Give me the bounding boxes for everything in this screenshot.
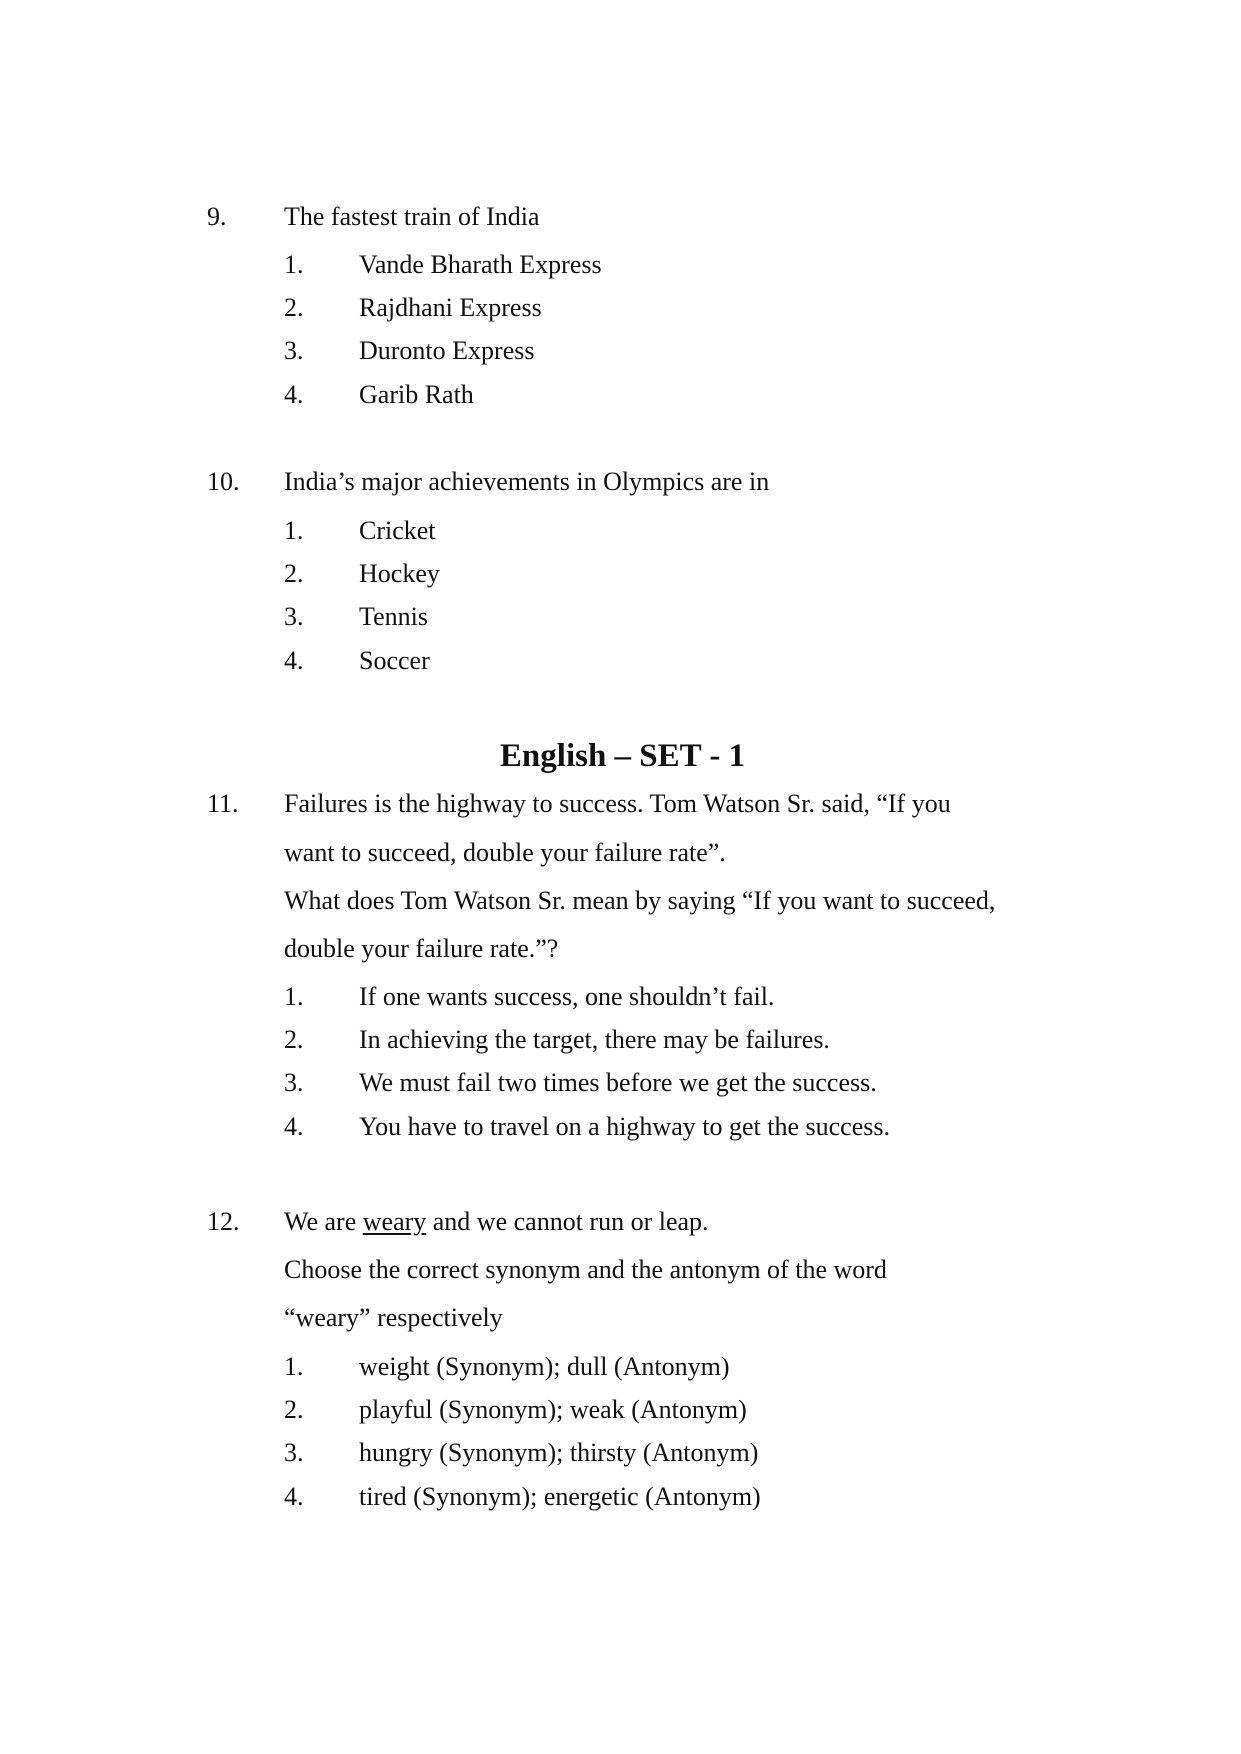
option-number: 3. (284, 602, 304, 631)
option-number: 1. (284, 516, 304, 545)
option-number: 4. (284, 1112, 304, 1141)
option-number: 2. (284, 1395, 304, 1424)
option-text: If one wants success, one shouldn’t fail. (359, 982, 775, 1011)
question-text: The fastest train of India (284, 202, 540, 231)
option-number: 4. (284, 646, 304, 675)
option-text: We must fail two times before we get the success. (359, 1068, 877, 1097)
underlined-word: weary (362, 1207, 427, 1236)
option-number: 2. (284, 1025, 304, 1054)
option-text: Soccer (359, 646, 430, 675)
option-number: 1. (284, 982, 304, 1011)
option-text: Vande Bharath Express (359, 250, 602, 279)
question-number: 10. (207, 467, 240, 496)
option-number: 1. (284, 1352, 304, 1381)
option-text: You have to travel on a highway to get the success. (359, 1112, 890, 1141)
option-text: In achieving the target, there may be failures. (359, 1025, 830, 1054)
option-text: tired (Synonym); energetic (Antonym) (359, 1482, 761, 1511)
option-text: Hockey (359, 559, 440, 588)
option-number: 2. (284, 559, 304, 588)
option-number: 4. (284, 1482, 304, 1511)
question-text-after: and we cannot run or leap. (426, 1207, 709, 1236)
option-number: 3. (284, 1438, 304, 1467)
option-text: Tennis (359, 602, 428, 631)
question-number: 9. (207, 202, 227, 231)
option-text: Duronto Express (359, 336, 535, 365)
option-number: 3. (284, 1068, 304, 1097)
question-text-line: What does Tom Watson Sr. mean by saying “If you want to succeed, (284, 886, 996, 915)
question-text-line: double your failure rate.”? (284, 934, 559, 963)
question-text-line: Failures is the highway to success. Tom Watson Sr. said, “If you (284, 789, 951, 818)
option-text: weight (Synonym); dull (Antonym) (359, 1352, 730, 1381)
option-text: Rajdhani Express (359, 293, 542, 322)
option-number: 2. (284, 293, 304, 322)
option-text: Garib Rath (359, 380, 474, 409)
option-number: 1. (284, 250, 304, 279)
question-text-line: want to succeed, double your failure rate”. (284, 838, 726, 867)
question-number: 11. (207, 789, 239, 818)
option-text: Cricket (359, 516, 436, 545)
option-text: playful (Synonym); weak (Antonym) (359, 1395, 747, 1424)
question-text-before: We are (284, 1207, 363, 1236)
question-text-line: Choose the correct synonym and the antonym of the word (284, 1255, 887, 1284)
section-title: English – SET - 1 (499, 738, 746, 774)
option-text: hungry (Synonym); thirsty (Antonym) (359, 1438, 759, 1467)
question-number: 12. (207, 1207, 240, 1236)
option-number: 3. (284, 336, 304, 365)
question-text-line (284, 1207, 709, 1237)
option-number: 4. (284, 380, 304, 409)
question-text: India’s major achievements in Olympics are in (284, 467, 770, 496)
question-text-line: “weary” respectively (284, 1303, 503, 1332)
